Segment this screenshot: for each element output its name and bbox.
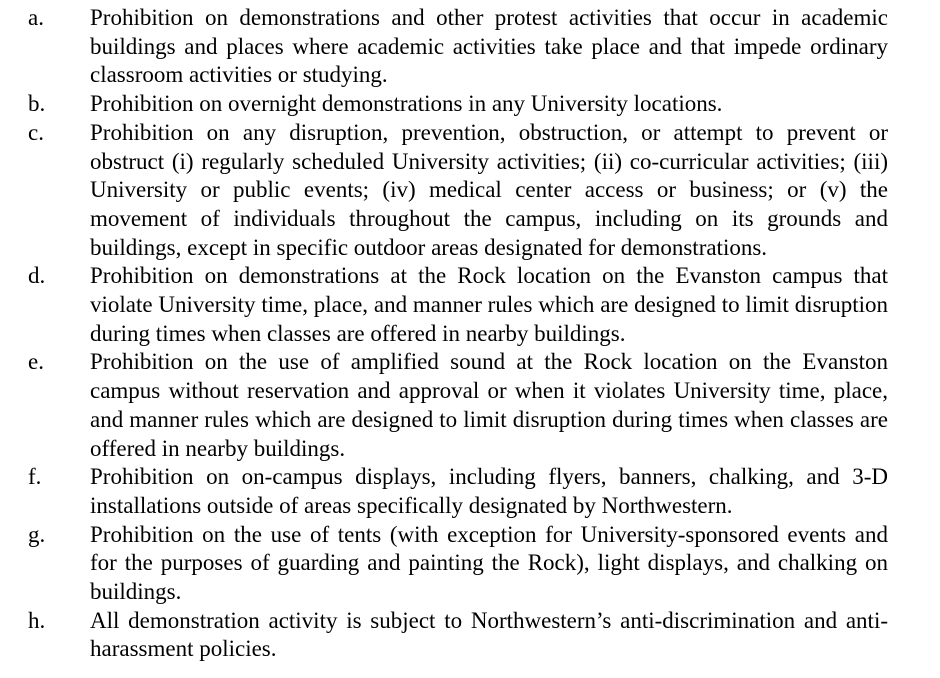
list-item-text: Prohibition on any disruption, prevention, obstruction, or attempt to prevent or obstruct (i) regularly scheduled University activities; (ii) co-curricular activities; (iii) University or public events; (iv) medical center access or business; or (v) the movement of individuals throughout the campus, including on its grounds and buildings, except in specific outdoor areas designated for demonstrations.	[90, 119, 888, 260]
list-item-h	[0, 607, 940, 664]
list-item-g	[0, 521, 940, 607]
list-item-text: Prohibition on demonstrations at the Rock location on the Evanston campus that violate University time, place, and manner rules which are designed to limit disruption during times when classes are offered in nearby buildings.	[90, 263, 888, 346]
list-marker: g.	[28, 521, 46, 547]
list-item-text: Prohibition on on-campus displays, including flyers, banners, chalking, and 3-D installations outside of areas specifically designated by Northwestern.	[90, 464, 888, 518]
list-item-a	[0, 4, 940, 90]
document-body	[0, 4, 940, 664]
list-marker: d.	[28, 263, 46, 289]
list-item-text: Prohibition on the use of tents (with exception for University-sponsored events and for the purposes of guarding and painting the Rock), light displays, and chalking on buildings.	[90, 521, 888, 605]
list-marker: h.	[28, 607, 46, 633]
list-item-text: Prohibition on the use of amplified sound at the Rock location on the Evanston campus without reservation and approval or when it violates University time, place, and manner rules which are designed to limit disruption during times when classes are offered in nearby buildings.	[90, 349, 888, 461]
list-marker: b.	[28, 91, 46, 117]
list-item-f	[0, 463, 940, 520]
list-item-b	[0, 90, 940, 119]
list-marker: e.	[28, 349, 44, 375]
list-item-e	[0, 348, 940, 463]
list-item-text: All demonstration activity is subject to Northwestern’s anti-discrimination and anti-harassment policies.	[90, 607, 888, 662]
list-item-d	[0, 262, 940, 348]
list-item-c	[0, 119, 940, 263]
list-marker: f.	[28, 464, 42, 490]
list-marker: a.	[28, 5, 44, 30]
list-item-text: Prohibition on overnight demonstrations in any University locations.	[90, 91, 723, 117]
list-marker: c.	[28, 119, 44, 145]
list-item-text: Prohibition on demonstrations and other protest activities that occur in academic buildings and places where academic activities take place and that impede ordinary classroom activities or studying.	[90, 5, 888, 88]
